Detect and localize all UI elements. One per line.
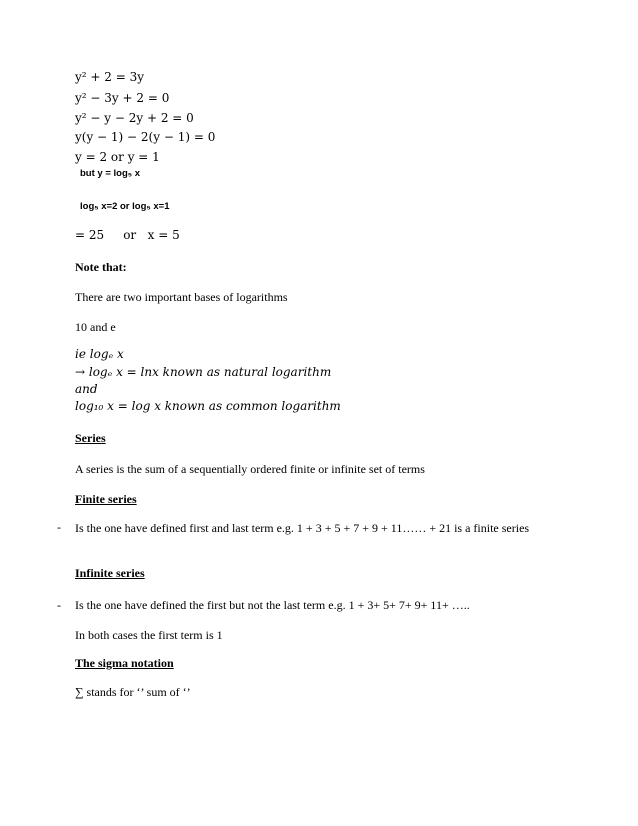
note-heading: Note that: — [75, 260, 127, 274]
infinite-series-text: Is the one have defined the first but not the last term e.g. 1 + 3+ 5+ 7+ 9+ 11+ ….. — [75, 598, 470, 612]
common-log-line: log₁₀ x = log x known as common logarithm — [75, 399, 341, 413]
sigma-heading: The sigma notation — [75, 656, 174, 670]
bases-text: 10 and e — [75, 320, 116, 334]
equation-line-5: y = 2 or y = 1 — [75, 150, 160, 164]
log-values-line: log₅ x=2 or log₅ x=1 — [80, 201, 170, 212]
and-word: and — [75, 382, 98, 396]
finite-series-heading: Finite series — [75, 492, 137, 506]
both-cases-text: In both cases the first term is 1 — [75, 628, 223, 642]
equation-line-2: y² − 3y + 2 = 0 — [75, 91, 170, 105]
sigma-text: ∑ stands for ‘’ sum of ‘’ — [75, 685, 191, 699]
note-text: There are two important bases of logarithms — [75, 290, 288, 304]
infinite-series-heading: Infinite series — [75, 566, 145, 580]
bullet-dash: - — [57, 520, 61, 534]
series-definition: A series is the sum of a sequentially ordered finite or infinite set of terms — [75, 462, 425, 476]
but-y-log-line: but y = log₅ x — [80, 168, 141, 179]
result-line: = 25 or x = 5 — [75, 228, 180, 242]
natural-log-line: → logₑ x = lnx known as natural logarithm — [75, 365, 332, 379]
finite-series-text: Is the one have defined first and last term e.g. 1 + 3 + 5 + 7 + 9 + 11…… + 21 is a finite series — [75, 521, 530, 535]
equation-line-3: y² − y − 2y + 2 = 0 — [75, 111, 194, 125]
ie-log-line: ie logₑ x — [75, 347, 124, 361]
equation-line-4: y(y − 1) − 2(y − 1) = 0 — [75, 130, 216, 144]
series-heading: Series — [75, 431, 106, 445]
bullet-dash: - — [57, 598, 61, 612]
equation-line-1: y² + 2 = 3y — [75, 70, 145, 84]
